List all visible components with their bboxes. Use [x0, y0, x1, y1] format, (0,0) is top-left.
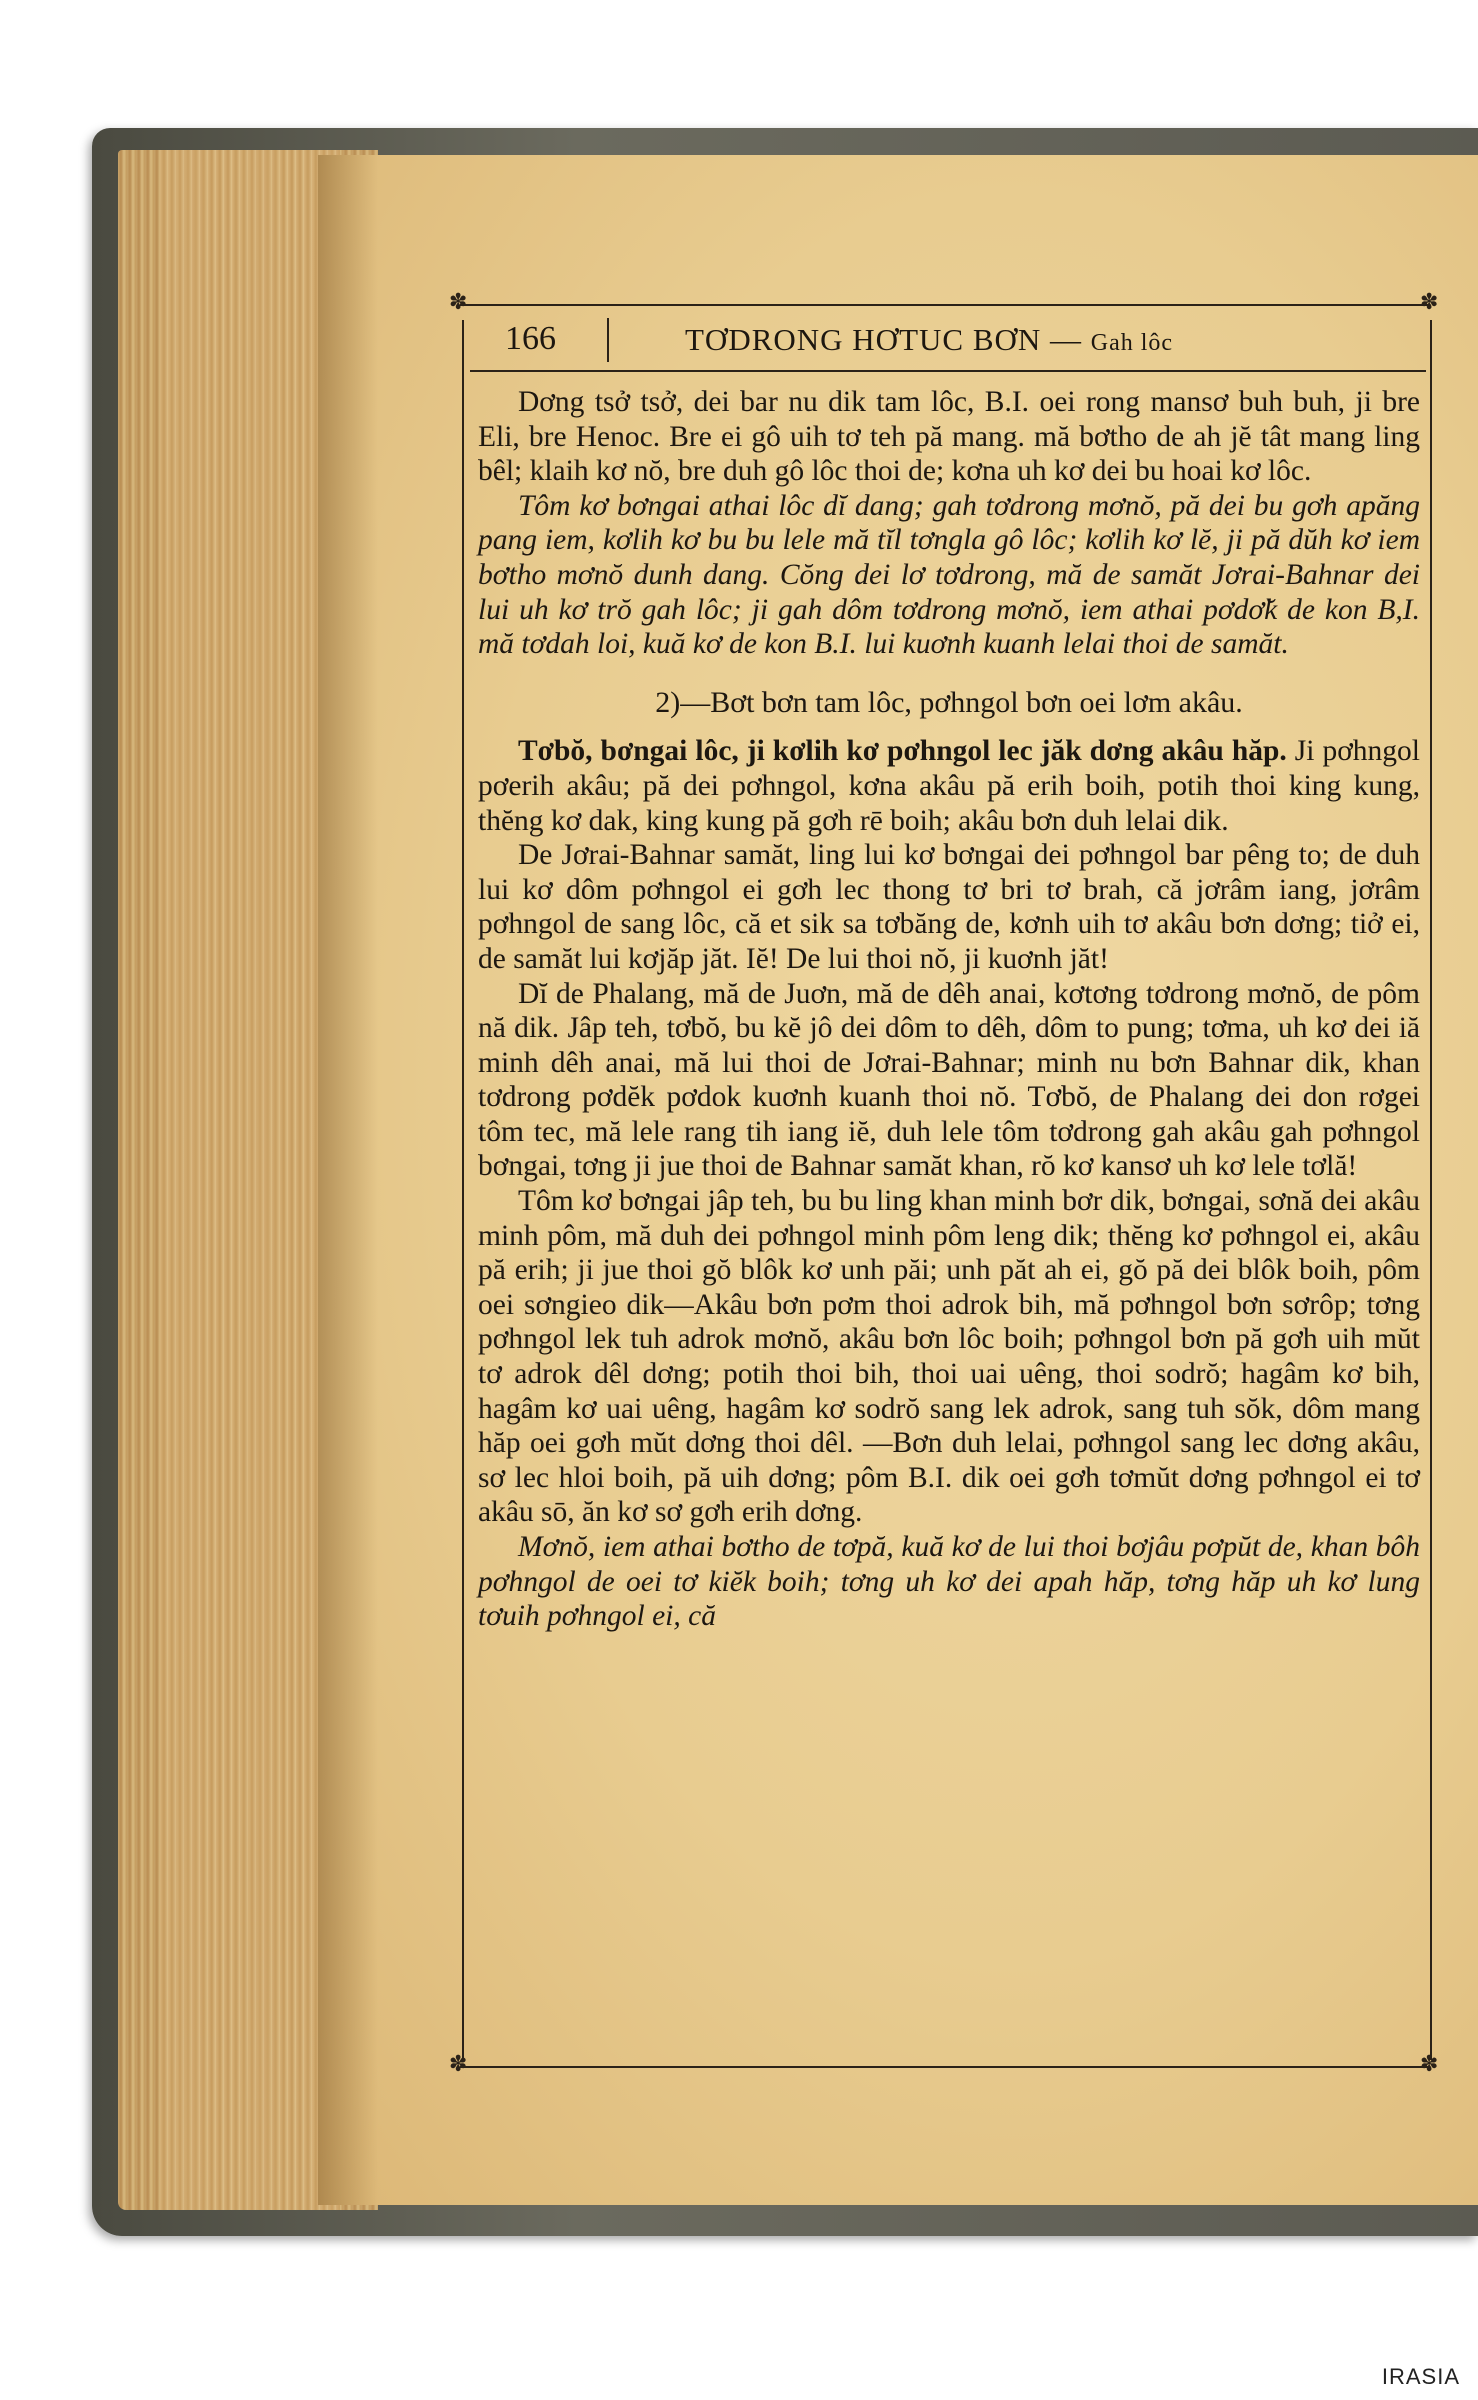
page-edges-inner: [160, 150, 340, 2210]
paragraph: [478, 734, 1420, 838]
flower-ornament-icon: ✽: [1420, 2052, 1439, 2077]
bold-lead: Tơbŏ, bơngai lôc, ji kơlih kơ pơhngol lec jăk dơng akâu hăp.: [518, 735, 1287, 768]
running-title-section: Gah lôc: [1090, 330, 1174, 356]
header-divider: [607, 318, 609, 362]
watermark: IRASIA: [1381, 2364, 1460, 2389]
frame-top-rule: [460, 304, 1430, 306]
paragraph: Tôm kơ bơngai jâp teh, bu bu ling khan minh bơr dik, bơngai, sơnă dei akâu minh pôm, mă duh dei pơhngol minh pôm leng dik; thĕng kơ pơhngol ei, akâu pă erih; ji jue thoi gŏ blôk kơ unh păi; unh păt ah ei, gŏ pă dei blôk boih, pôm oei sơngieo dik—Akâu bơn pơm thoi adrok bih, mă pơhngol bơn sơrôp; tơng pơhngol lek tuh adrok mơnŏ, akâu bơn lôc boih; pơhngol bơn pă gơh uih mŭt tơ adrok dêl dơng; potih thoi bih, thoi uai uêng, thoi sodrŏ; hagâm kơ bih, hagâm kơ uai uêng, hagâm kơ sodrŏ sang lek adrok, sang tuh sŏk, dôm mang hăp oei gơh mŭt dơng thoi dêl. —Bơn duh lelai, pơhngol sang lec dơng akâu, sơ lec hloi boih, pă uih dơng; pôm B.I. dik oei gơh tơmŭt dơng pơhngol ei tơ akâu sō, ăn kơ sơ gơh erih dơng.: [478, 1185, 1420, 1529]
paragraph-italic: Mơnŏ, iem athai bơtho de tơpă, kuă kơ de lui thoi bơjâu pơpŭt de, khan bôh pơhngol de oei tơ kiĕk boih; tơng uh kơ dei apah hăp, tơng hăp uh kơ lung tơuih pơhngol ei, că: [478, 1531, 1420, 1633]
flower-ornament-icon: ✽: [449, 290, 468, 315]
paragraph-italic: Tôm kơ bơngai athai lôc dĭ dang; gah tơdrong mơnŏ, pă dei bu gơh apăng pang iem, kơlih kơ bu bu lele mă tĭl tơngla gô lôc; kơlih kơ lĕ, ji pă dŭh kơ iem bơtho mơnŏ dunh dang. Cŏng dei lơ tơdrong, mă de samăt Jơrai-Bahnar dei lui uh kơ trŏ gah lôc; ji gah dôm tơdrong mơnŏ, iem athai pơdơ̆k de kon B,I. mă tơdah loi, kuă kơ de kon B.I. lui kuơnh kuanh lelai thoi de samăt.: [478, 489, 1420, 661]
paragraph: Dơng tsở tsở, dei bar nu dik tam lôc, B.I. oei rong mansơ buh buh, ji bre Eli, bre Henoc. Bre ei gô uih tơ teh pă mang. mă bơtho de ah jĕ tât mang ling bêl; klaih kơ nŏ, bre duh gô lôc thoi de; kơna uh kơ dei bu hoai kơ lôc.: [478, 386, 1420, 488]
flower-ornament-icon: ✽: [449, 2052, 468, 2077]
flower-ornament-icon: ✽: [1420, 290, 1439, 315]
section-heading: 2)—Bơt bơn tam lôc, pơhngol bơn oei lơm akâu.: [655, 685, 1243, 719]
frame-right-rule: [1430, 320, 1432, 2060]
page-body: [478, 385, 1420, 1634]
header-rule: [470, 370, 1426, 372]
frame-left-rule: [462, 320, 464, 2060]
page-number: 166: [505, 320, 556, 357]
gutter-shadow: [318, 155, 378, 2205]
frame-bottom-rule: [460, 2066, 1430, 2068]
paragraph-rest: Ji pơhngol pơerih akâu; pă dei pơhngol, kơna akâu pă erih boih, potih thoi king kung, thĕng kơ dak, king kung pă gơh rē boih; akâu bơn duh lelai dik.: [478, 735, 1420, 837]
paragraph: De Jơrai-Bahnar samăt, ling lui kơ bơngai dei pơhngol bar pêng to; de duh lui kơ dôm pơhngol ei gơh lec thong tơ bri tơ brah, că jơrâm iang, jơrâm pơhngol de sang lôc, că et sik sa tơbăng de, kơnh uih tơ akâu bơn dơng; tiở ei, de samăt lui kơjăp jăt. Iĕ! De lui thoi nŏ, ji kuơnh jăt!: [478, 839, 1420, 975]
running-title: [685, 322, 1173, 358]
paragraph: Dĭ de Phalang, mă de Juơn, mă de dêh anai, kơtơng tơdrong mơnŏ, de pôm nă dik. Jâp teh, tơbŏ, bu kĕ jô dei dôm to dêh, dôm to pung; tơma, uh kơ dei iă minh dêh anai, mă lui thoi de Jơrai-Bahnar; minh nu bơn Bahnar dik, khan tơdrong pơdĕk pơdok kuơnh kuanh thoi nŏ. Tơbŏ, de Phalang dei don rơgei tôm tec, mă lele rang tih iang iĕ, duh lele tôm tơdrong gah akâu gah pơhngol bơngai, tơng ji jue thoi de Bahnar samăt khan, rŏ kơ kansơ uh kơ lele tơlă!: [478, 977, 1420, 1183]
running-title-main: TƠDRONG HƠTUC BƠN —: [685, 322, 1083, 357]
